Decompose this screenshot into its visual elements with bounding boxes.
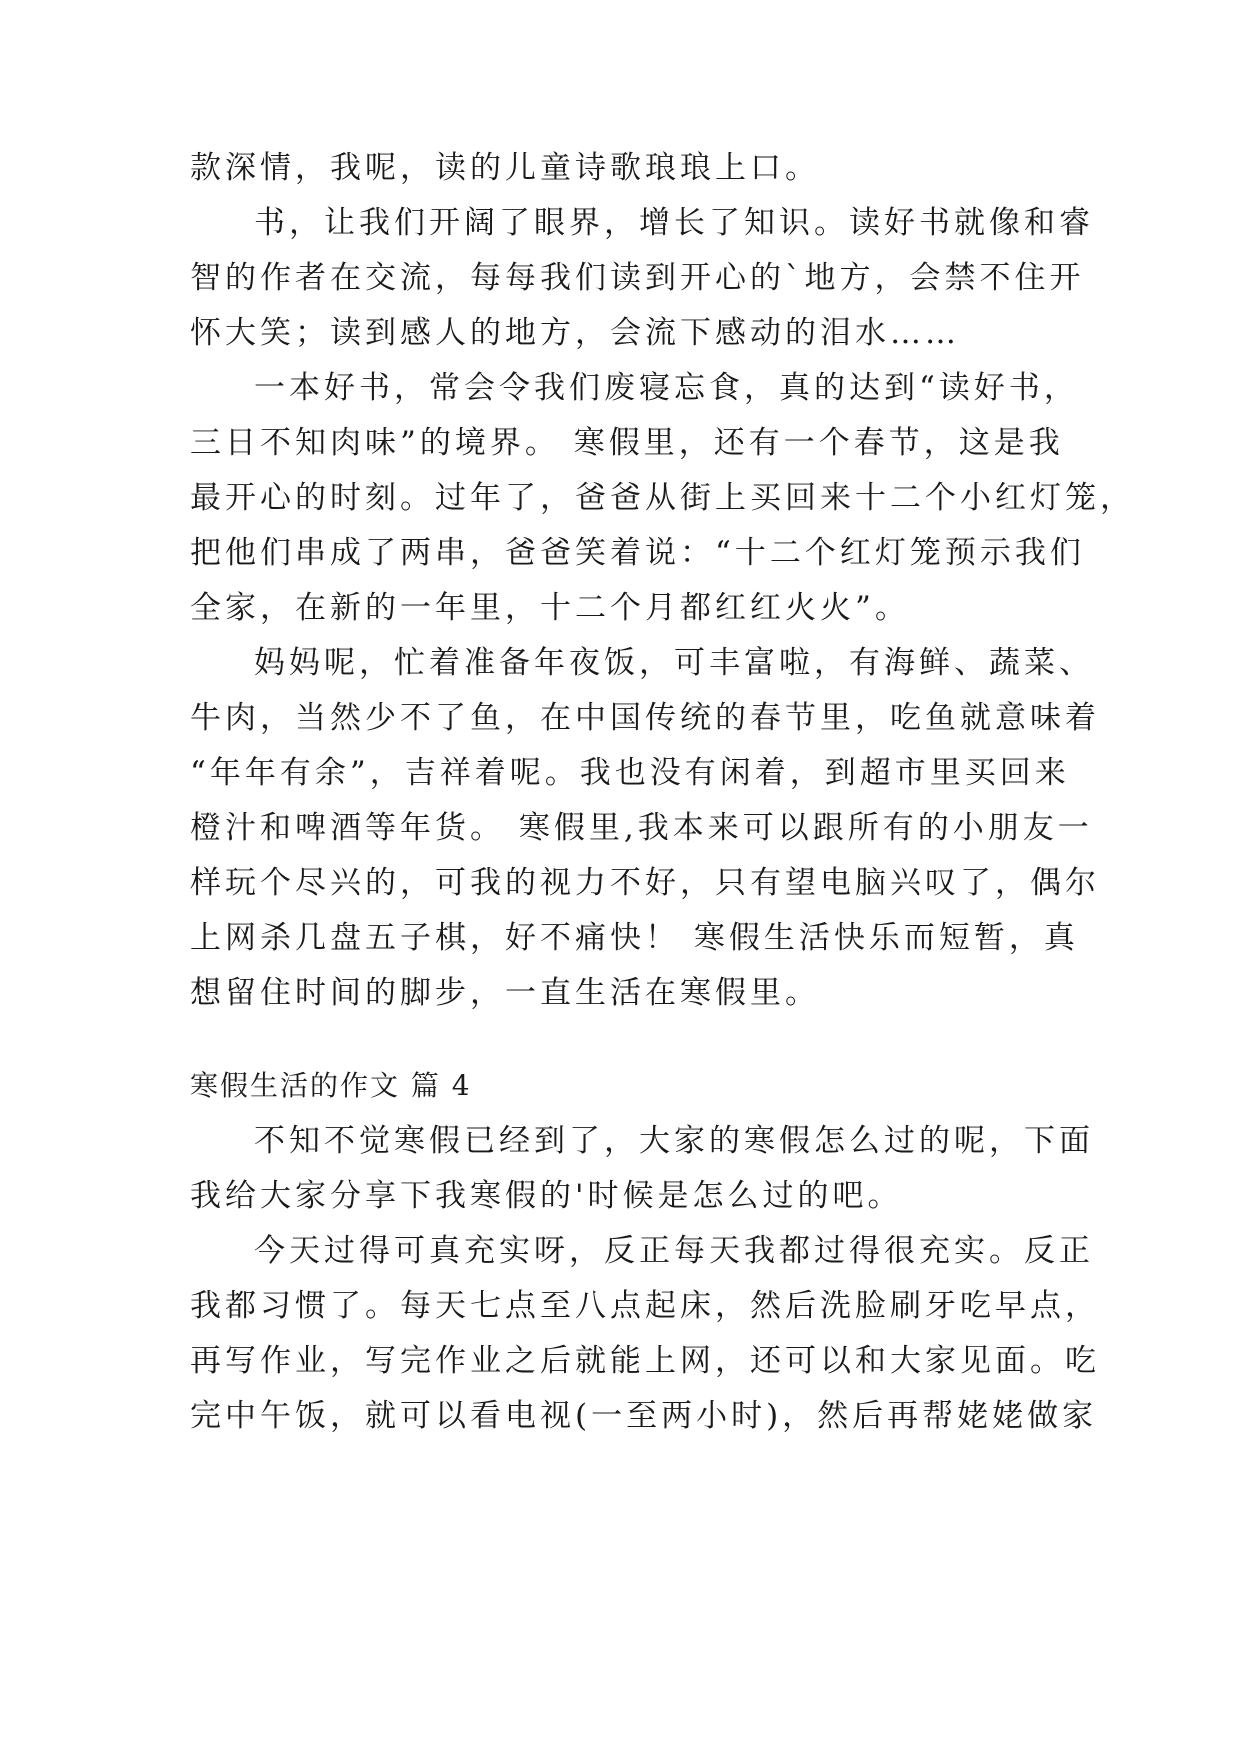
paragraph-line: 最开心的时刻。过年了，爸爸从街上买回来十二个小红灯笼， [190, 480, 1135, 516]
paragraph-line: 怀大笑；读到感人的地方，会流下感动的泪水…… [190, 315, 960, 351]
paragraph-line: 今天过得可真充实呀，反正每天我都过得很充实。反正 [254, 1233, 1094, 1269]
paragraph-line: 不知不觉寒假已经到了，大家的寒假怎么过的呢，下面 [254, 1123, 1094, 1159]
paragraph-line: 想留住时间的脚步，一直生活在寒假里。 [190, 975, 820, 1011]
paragraph-line: 完中午饭，就可以看电视(一至两小时)，然后再帮姥姥做家 [190, 1398, 1098, 1434]
paragraph-line: 把他们串成了两串，爸爸笑着说：“十二个红灯笼预示我们 [190, 535, 1085, 571]
paragraph-line: 款深情，我呢，读的儿童诗歌琅琅上口。 [190, 150, 820, 186]
paragraph-line: 上网杀几盘五子棋，好不痛快！ 寒假生活快乐而短暂，真 [190, 920, 1079, 956]
section-heading: 寒假生活的作文 篇 4 [190, 1069, 472, 1102]
paragraph-line: 智的作者在交流，每每我们读到开心的`地方，会禁不住开 [190, 260, 1085, 296]
paragraph-line: 全家，在新的一年里，十二个月都红红火火”。 [190, 590, 910, 626]
paragraph-line: 再写作业，写完作业之后就能上网，还可以和大家见面。吃 [190, 1343, 1100, 1379]
paragraph-line: 书，让我们开阔了眼界，增长了知识。读好书就像和睿 [254, 205, 1094, 241]
paragraph-line: 妈妈呢，忙着准备年夜饭，可丰富啦，有海鲜、蔬菜、 [254, 645, 1094, 681]
paragraph-line: 样玩个尽兴的，可我的视力不好，只有望电脑兴叹了，偶尔 [190, 865, 1100, 901]
paragraph-line: 牛肉，当然少不了鱼，在中国传统的春节里，吃鱼就意味着 [190, 700, 1100, 736]
paragraph-line: 三日不知肉味”的境界。 寒假里，还有一个春节，这是我 [190, 425, 1064, 461]
paragraph-line: 我都习惯了。每天七点至八点起床，然后洗脸刷牙吃早点， [190, 1288, 1100, 1324]
paragraph-line: 我给大家分享下我寒假的'时候是怎么过的吧。 [190, 1178, 903, 1214]
paragraph-line: 橙汁和啤酒等年货。 寒假里,我本来可以跟所有的小朋友一 [190, 810, 1093, 846]
paragraph-line: “年年有余”，吉祥着呢。我也没有闲着，到超市里买回来 [190, 755, 1070, 791]
paragraph-line: 一本好书，常会令我们废寝忘食，真的达到“读好书， [254, 370, 1079, 406]
